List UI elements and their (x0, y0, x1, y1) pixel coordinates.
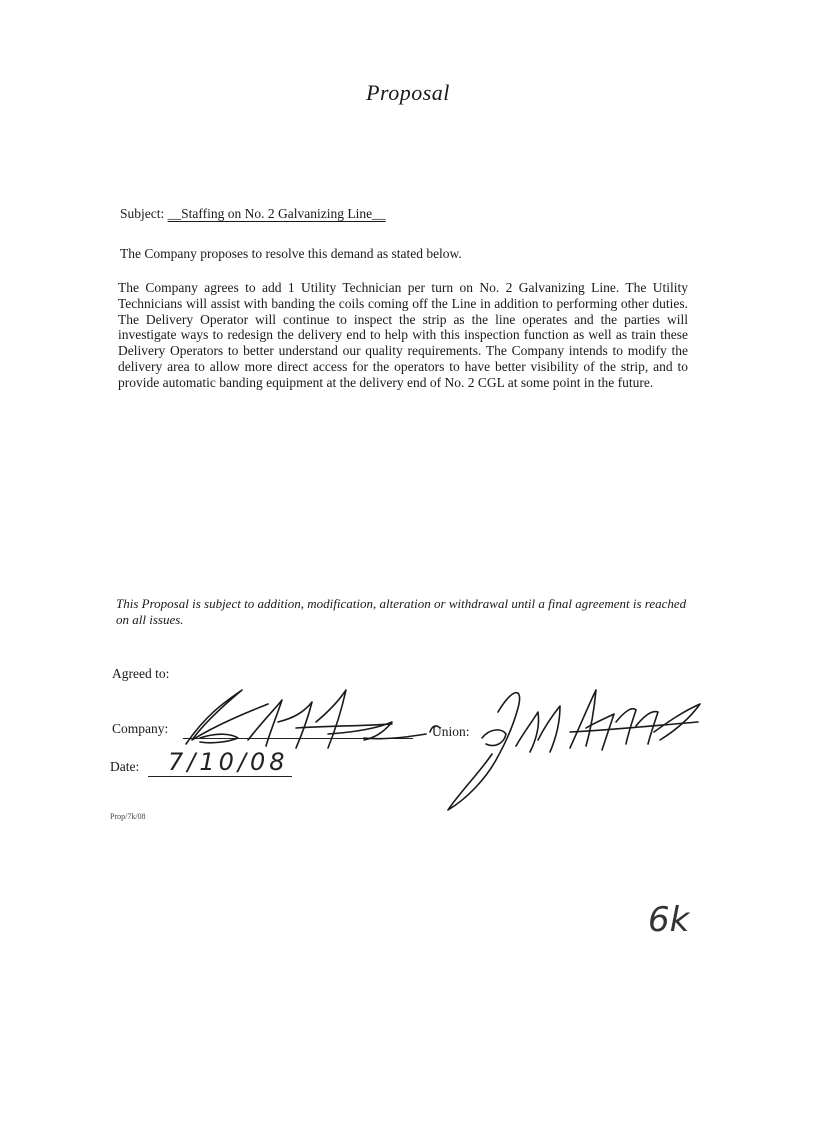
disclaimer-text: This Proposal is subject to addition, modification, alteration or withdrawal until a final agreement is reached on all issues. (116, 596, 687, 627)
date-line (148, 776, 292, 777)
document-title: Proposal (366, 80, 450, 105)
margin-note: 6k (648, 900, 690, 940)
proposal-body: The Company agrees to add 1 Utility Technician per turn on No. 2 Galvanizing Line. The Utility Technicians will assist with banding the coils coming off the Line in addition to performing other duties. The Delivery Operator will continue to inspect the strip as the line operates and the parties will investigate ways to redesign the delivery end to help with this inspection function as well as train these Delivery Operators to better understand our quality requirements. The Company intends to modify the delivery area to allow more direct access for the operators to have better visibility of the strip, and to provide automatic banding equipment at the delivery end of No. 2 CGL at some point in the future. (118, 280, 688, 390)
union-label: Union: (432, 724, 470, 739)
company-label: Company: (112, 721, 169, 736)
subject-value: __Staffing on No. 2 Galvanizing Line__ (167, 206, 386, 221)
footer-code: Prop/7k/08 (110, 812, 146, 821)
intro-paragraph: The Company proposes to resolve this demand as stated below. (120, 246, 462, 261)
date-value: 7/10/08 (168, 748, 289, 776)
agreed-label: Agreed to: (112, 666, 170, 681)
union-signature (420, 682, 720, 822)
subject-label: Subject: (120, 206, 165, 221)
subject-line (120, 206, 386, 222)
date-label: Date: (110, 759, 140, 774)
